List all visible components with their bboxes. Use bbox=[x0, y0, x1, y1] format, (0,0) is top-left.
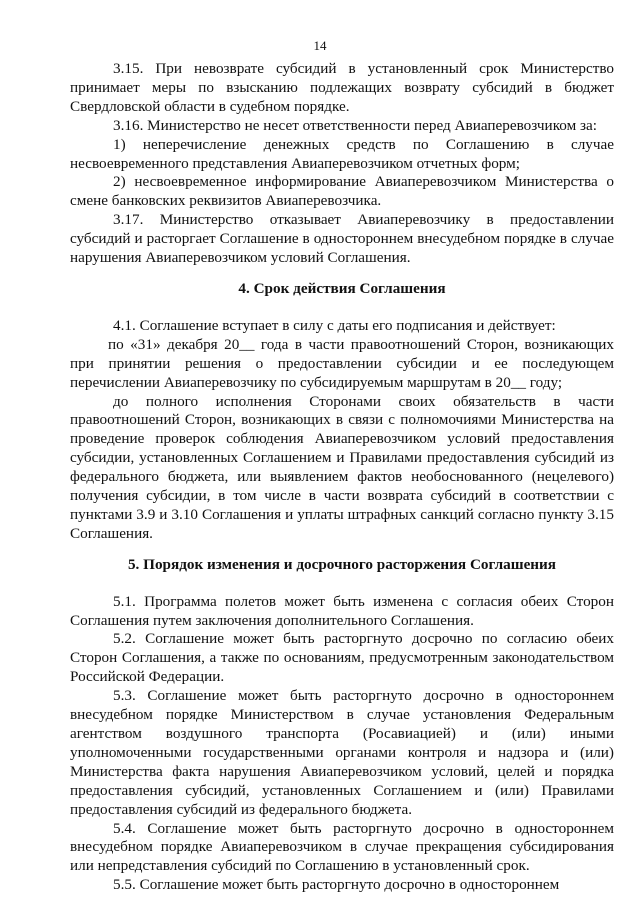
clause-3-16-item-1: 1) неперечисление денежных средств по Соглашению в случае несвоевременного представления Авиаперевозчиком отчетных форм; bbox=[70, 135, 614, 172]
section-5-heading: 5. Порядок изменения и досрочного расторжения Соглашения bbox=[127, 555, 557, 573]
clause-5-5: 5.5. Соглашение может быть расторгнуто досрочно в одностороннем bbox=[113, 876, 560, 894]
clause-3-16-item-2: 2) несвоевременное информирование Авиаперевозчиком Министерства о смене банковских реквизитов Авиаперевозчика. bbox=[70, 173, 614, 210]
clause-3-17: 3.17. Министерство отказывает Авиаперевозчику в предоставлении субсидий и расторгает Соглашение в одностороннем внесудебном порядке в случае нарушения Авиаперевозчиком условий Соглашения. bbox=[70, 211, 614, 267]
clause-3-16: 3.16. Министерство не несет ответственности перед Авиаперевозчиком за: bbox=[113, 116, 597, 134]
clause-5-3: 5.3. Соглашение может быть расторгнуто досрочно в одностороннем внесудебном порядке Министерством в случае установления Федеральным агентством воздушного транспорта (Росавиацией) и (или) иными уполномоченными государственными органами контроля и надзора и (или) Министерства факта нарушения Авиаперевозчиком условий, целей и порядка предоставления субсидий, установленных Соглашением и (или) Правилами предоставления субсидий из федерального бюджета. bbox=[70, 687, 614, 818]
clause-5-4: 5.4. Соглашение может быть расторгнуто досрочно в одностороннем внесудебном порядке Авиаперевозчиком в случае прекращения субсидирования или непредставления субсидий по Соглашению в установленный срок. bbox=[70, 819, 614, 875]
clause-4-1: 4.1. Соглашение вступает в силу с даты его подписания и действует: bbox=[113, 316, 556, 334]
clause-5-2: 5.2. Соглашение может быть расторгнуто досрочно по согласию обеих Сторон Соглашения, а также по основаниям, предусмотренным законодательством Российской Федерации. bbox=[70, 630, 614, 686]
section-4-heading: 4. Срок действия Соглашения bbox=[238, 279, 446, 297]
clause-3-15: 3.15. При невозврате субсидий в установленный срок Министерство принимает меры по взысканию подлежащих возврату субсидий в бюджет Свердловской области в судебном порядке. bbox=[70, 60, 614, 115]
clause-4-1-term-1: по «31» декабря 20__ года в части правоотношений Сторон, возникающих при принятии решения о предоставлении субсидии и ее последующем перечислении Авиаперевозчику по субсидируемым маршрутам в 20__ году; bbox=[70, 335, 614, 391]
page-number: 14 bbox=[313, 38, 327, 53]
document-body bbox=[70, 60, 614, 895]
clause-4-1-term-2: до полного исполнения Сторонами своих обязательств в части правоотношений Сторон, возникающих в связи с полномочиями Министерства на проведение проверок соблюдения Авиаперевозчиком условий предоставления субсидии, установленных Соглашением и Правилами предоставления субсидий из федерального бюджета, или выявлением фактов необоснованного (нецелевого) получения субсидии, в том числе в части возврата субсидий в соответствии с пунктами 3.9 и 3.10 Соглашения и уплаты штрафных санкций согласно пункту 3.15 Соглашения. bbox=[70, 392, 614, 542]
clause-5-1: 5.1. Программа полетов может быть изменена с согласия обеих Сторон Соглашения путем заключения дополнительного Соглашения. bbox=[70, 592, 614, 629]
